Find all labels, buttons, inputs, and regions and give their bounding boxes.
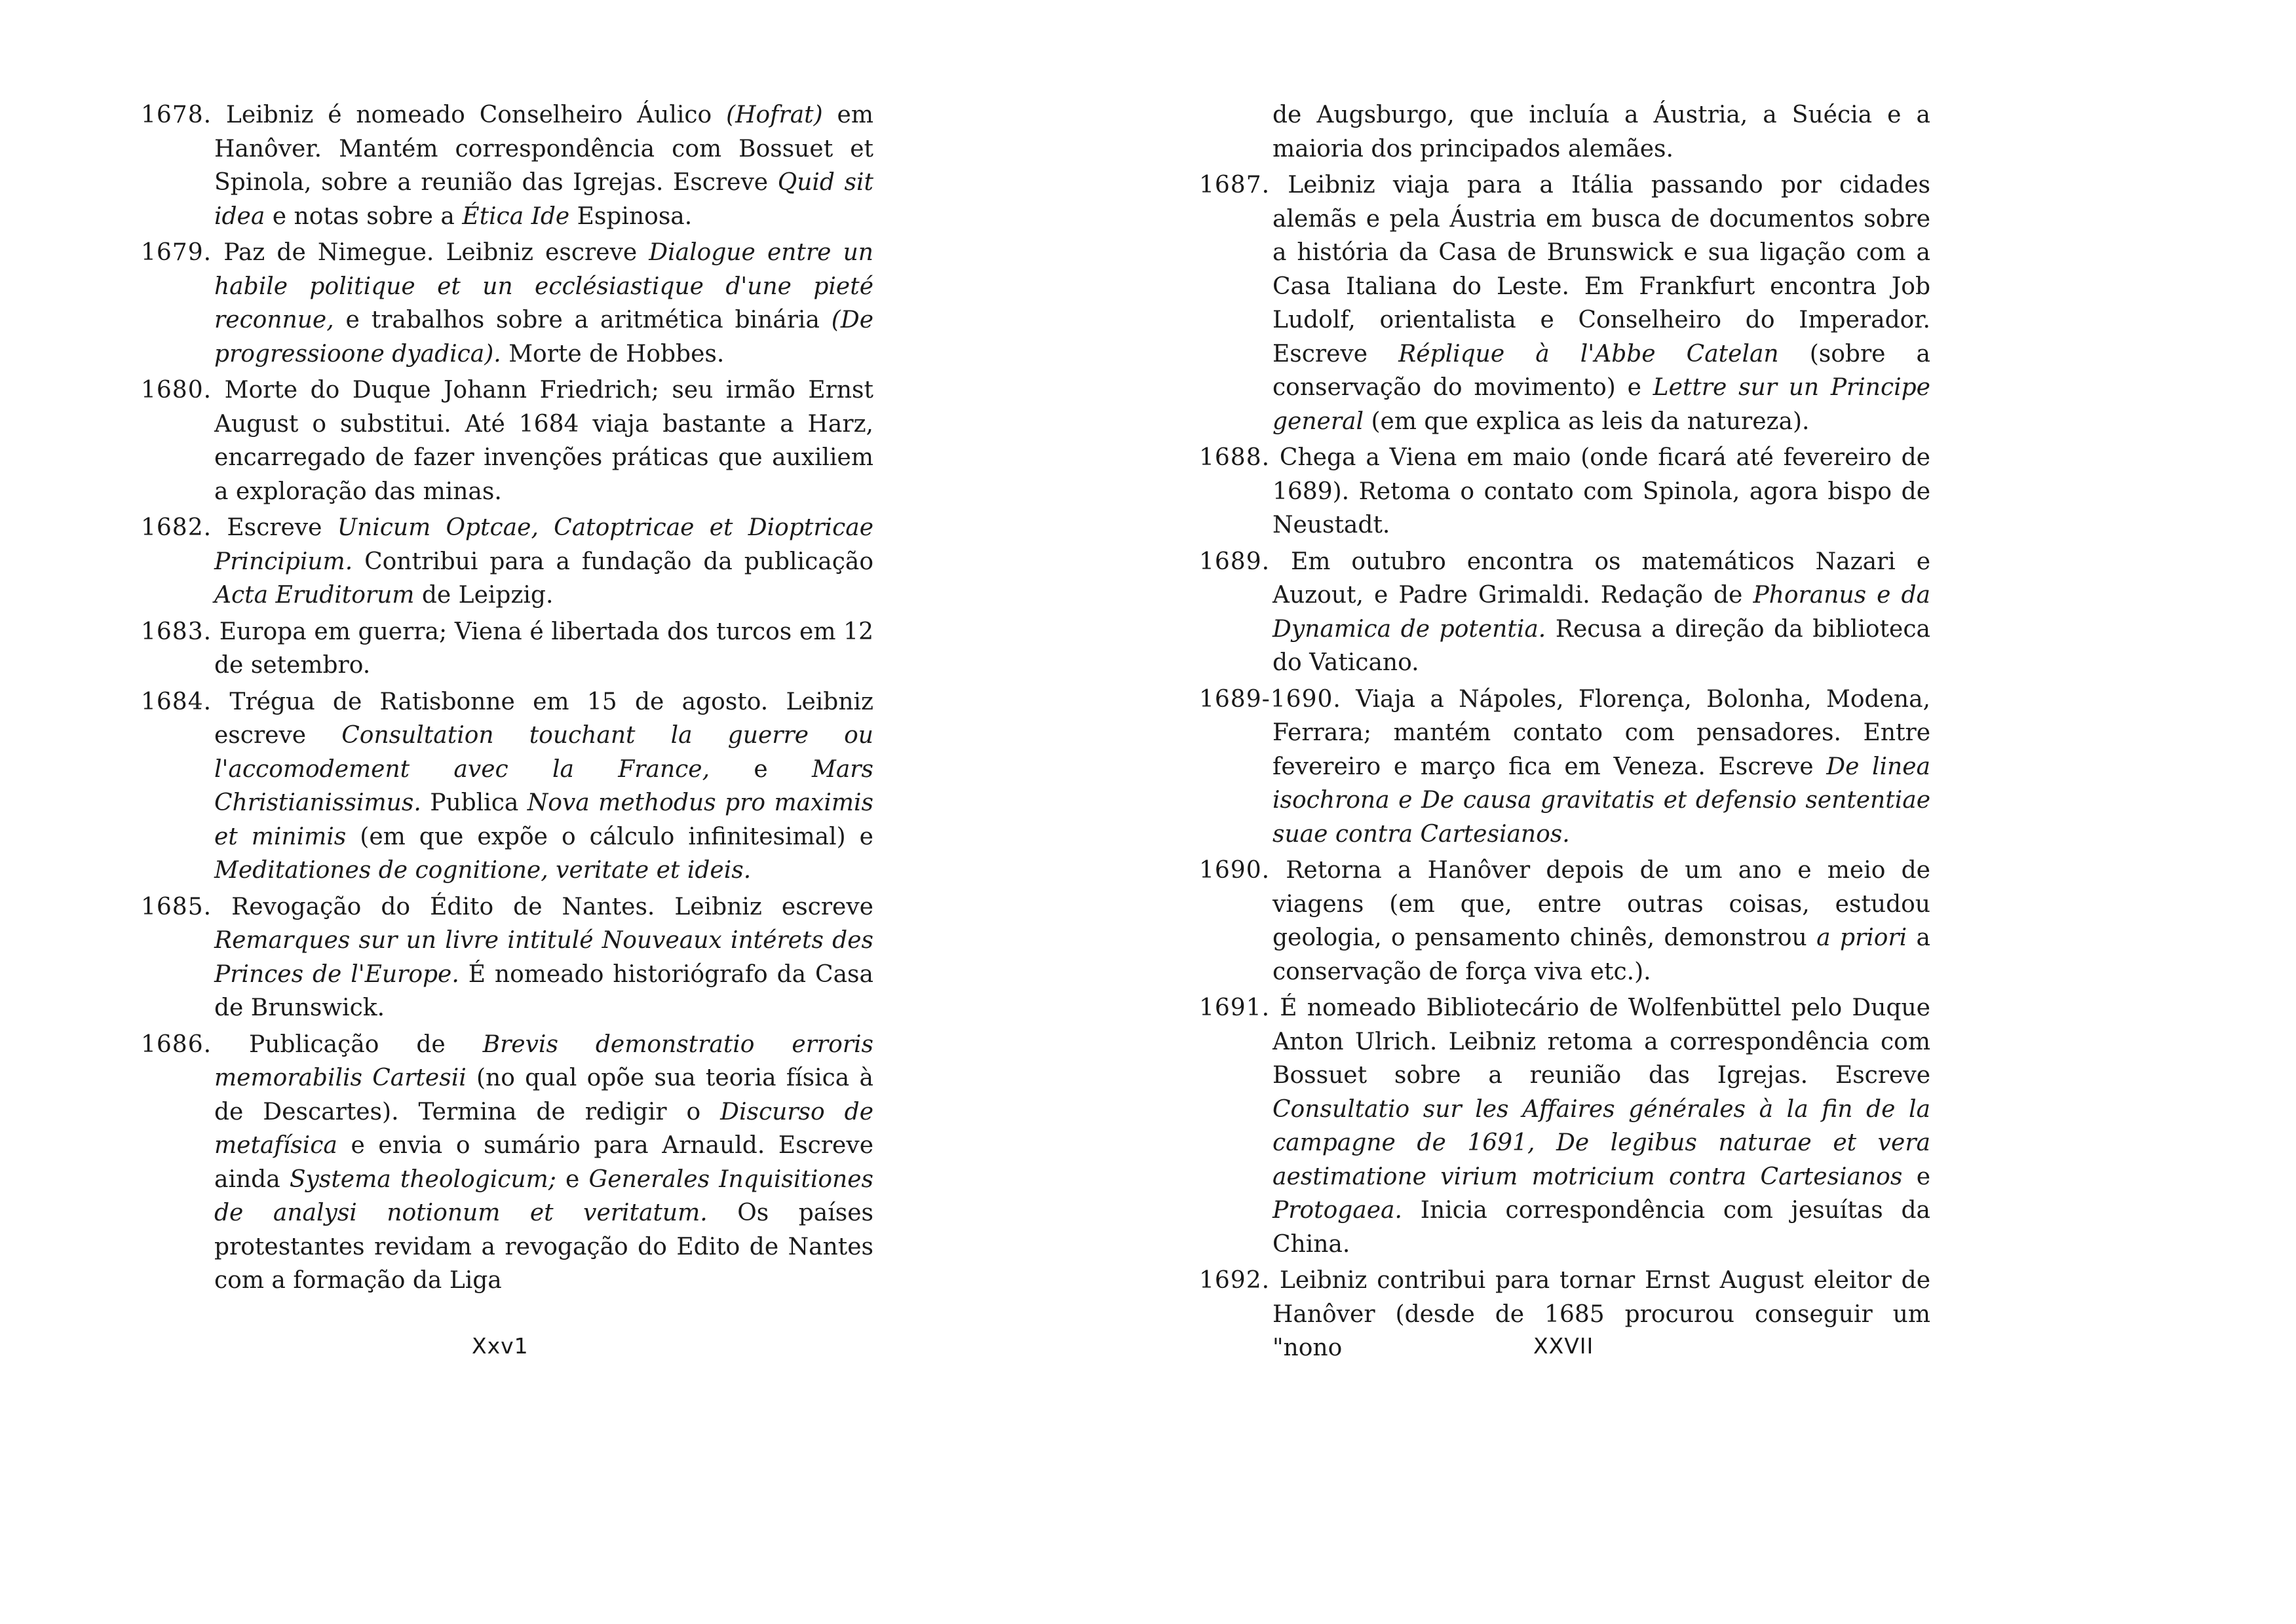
entry-text: Revogação do Édito de Nantes. Leibniz escreve bbox=[231, 893, 873, 920]
entry-text: e trabalhos sobre a aritmética binária bbox=[334, 307, 832, 333]
work-title: De linea isochrona e De causa gravitatis et defensio sententiae suae contra Cartesianos. bbox=[1272, 753, 1931, 848]
entry-text: e bbox=[1902, 1163, 1930, 1190]
entry-text: Trégua de Ratisbonne em 15 de agosto. Leibniz escreve bbox=[214, 688, 873, 749]
entry-year: 1691. bbox=[1199, 994, 1271, 1021]
entry-text: Contribui para a fundação da publicação bbox=[353, 548, 873, 575]
page-number-right: XXVII bbox=[1533, 1333, 1594, 1359]
work-title: Systema theologicum; bbox=[289, 1165, 556, 1193]
work-title: (De progressioone dyadica). bbox=[214, 307, 873, 368]
entry-text: Europa em guerra; Viena é libertada dos turcos em 12 de setembro. bbox=[214, 618, 873, 679]
work-title: Consultatio sur les Affaires générales à la fin de la campagne de 1691, De legibus naturae et vera aestimatione virium motricium contra Cartesianos bbox=[1272, 1095, 1930, 1190]
entry-text: a conservação de força viva etc.). bbox=[1272, 924, 1931, 985]
work-title: Generales Inquisitiones de analysi notionum et veritatum. bbox=[214, 1165, 873, 1226]
left-page bbox=[141, 98, 873, 1300]
chronology-entry bbox=[141, 1028, 873, 1298]
chronology-entry bbox=[1199, 991, 1930, 1261]
entry-text: (sobre a conservação do movimento) e bbox=[1272, 340, 1930, 401]
entry-text: Publicação de bbox=[249, 1030, 483, 1058]
chronology-entry bbox=[141, 615, 873, 683]
entry-text: Leibniz viaja para a Itália passando por cidades alemãs e pela Áustria em busca de documentos sobre a história da Casa de Brunswick e sua ligação com a Casa Italiana do Leste. Em Frankfurt encontra Job Ludolf, orientalista e Conselheiro do Imperador. Escreve bbox=[1272, 172, 1930, 368]
work-title: (Hofrat) bbox=[726, 102, 823, 128]
entry-text: Leibniz contribui para tornar Ernst August eleitor de Hanôver (desde de 1685 procurou conseguir um "nono bbox=[1272, 1267, 1930, 1361]
work-title: Meditationes de cognitione, veritate et ideis. bbox=[214, 857, 752, 884]
chronology-entry bbox=[141, 685, 873, 888]
entry-text: Os países protestantes revidam a revogação do Edito de Nantes com a formação da Liga bbox=[214, 1199, 873, 1294]
chronology-entry bbox=[141, 890, 873, 1025]
work-title: a priori bbox=[1816, 924, 1907, 951]
entry-text: (em que explica as leis da natureza). bbox=[1364, 407, 1810, 435]
chronology-entry bbox=[1199, 854, 1930, 989]
entry-text: e notas sobre a bbox=[265, 202, 463, 230]
entry-year: 1689. bbox=[1199, 548, 1271, 575]
work-title: Remarques sur un livre intitulé Nouveaux intérets des Princes de l'Europe. bbox=[214, 927, 873, 988]
entry-year: 1680. bbox=[141, 377, 212, 404]
work-title: Phoranus e da Dynamica de potentia. bbox=[1272, 582, 1930, 643]
chronology-entry bbox=[141, 236, 873, 371]
entry-year: 1687. bbox=[1199, 172, 1271, 198]
work-title: Nova methodus pro maximis et minimis bbox=[214, 789, 873, 850]
chronology-entry bbox=[1199, 545, 1930, 680]
entry-text: (no qual opõe sua teoria física à de Descartes). Termina de redigir o bbox=[214, 1065, 873, 1125]
entry-year: 1678. bbox=[141, 102, 212, 128]
chronology-entry bbox=[141, 98, 873, 233]
entry-text: Paz de Nimegue. Leibniz escreve bbox=[223, 239, 649, 266]
work-title: Lettre sur un Principe general bbox=[1272, 374, 1930, 435]
entry-year: 1692. bbox=[1199, 1267, 1271, 1294]
entry-text: Espinosa. bbox=[569, 202, 693, 230]
entry-text: Viaja a Nápoles, Florença, Bolonha, Modena, Ferrara; mantém contato com pensadores. Entre fevereiro e março fica em Veneza. Escreve bbox=[1272, 685, 1930, 780]
entry-text: Retorna a Hanôver depois de um ano e meio de viagens (em que, entre outras coisas, estudou geologia, o pensamento chinês, demonstrou bbox=[1272, 857, 1930, 951]
chronology-entry bbox=[1199, 441, 1930, 542]
entry-text: (em que expõe o cálculo infinitesimal) e bbox=[346, 823, 873, 850]
work-title: Brevis demonstratio erroris memorabilis Cartesii bbox=[214, 1030, 873, 1091]
continuation-paragraph: de Augsburgo, que incluía a Áustria, a Suécia e a maioria dos principados alemães. bbox=[1272, 102, 1930, 162]
entry-year: 1682. bbox=[141, 514, 212, 541]
entry-text: e bbox=[556, 1165, 589, 1193]
entry-year: 1686. bbox=[141, 1030, 212, 1058]
entry-text: Escreve bbox=[227, 514, 337, 541]
work-title: Acta Eruditorum bbox=[214, 582, 415, 609]
entry-text: em Hanôver. Mantém correspondência com Bossuet et Spinola, sobre a reunião das Igrejas. Escreve bbox=[214, 102, 873, 196]
entry-text: Leibniz é nomeado Conselheiro Áulico bbox=[225, 102, 727, 128]
entry-text: de Leipzig. bbox=[414, 582, 554, 609]
entry-year: 1683. bbox=[141, 618, 212, 645]
entry-year: 1685. bbox=[141, 893, 212, 920]
page-number-left: Xxv1 bbox=[472, 1333, 529, 1359]
work-title: Mars Christianissimus. bbox=[214, 755, 873, 816]
work-title: Protogaea. bbox=[1272, 1197, 1402, 1224]
entry-text: É nomeado historiógrafo da Casa de Brunswick. bbox=[214, 960, 873, 1021]
work-title: Quid sit idea bbox=[214, 169, 874, 230]
entry-text: Em outubro encontra os matemáticos Nazari e Auzout, e Padre Grimaldi. Redação de bbox=[1272, 548, 1930, 609]
work-title: Réplique à l'Abbe Catelan bbox=[1398, 340, 1779, 368]
entry-year: 1684. bbox=[141, 688, 212, 715]
entry-text: Publica bbox=[421, 789, 527, 816]
chronology-entry bbox=[1199, 683, 1930, 852]
chronology-entry bbox=[141, 511, 873, 613]
right-page bbox=[1199, 98, 1930, 1368]
entry-text: Morte de Hobbes. bbox=[501, 340, 725, 368]
work-title: Ética Ide bbox=[462, 202, 570, 230]
work-title: Unicum Optcae, Catoptricae et Dioptricae Principium. bbox=[214, 514, 873, 575]
chronology-entry bbox=[141, 373, 873, 508]
entry-text: Inicia correspondência com jesuítas da China. bbox=[1272, 1197, 1930, 1258]
work-title: Dialogue entre un habile politique et un ecclésiastique d'une pieté reconnue, bbox=[214, 239, 873, 333]
entry-year: 1679. bbox=[141, 239, 212, 266]
entry-year: 1689-1690. bbox=[1199, 685, 1341, 713]
entry-text: É nomeado Bibliotecário de Wolfenbüttel pelo Duque Anton Ulrich. Leibniz retoma a correspondência com Bossuet sobre a reunião das Igrejas. Escreve bbox=[1272, 994, 1930, 1089]
work-title: Consultation touchant la guerre ou l'accomodement avec la France, bbox=[214, 722, 873, 783]
entry-text: Morte do Duque Johann Friedrich; seu irmão Ernst August o substitui. Até 1684 viaja bastante a Harz, encarregado de fazer invenções práticas que auxiliem a exploração das minas. bbox=[214, 377, 873, 505]
entry-text: e envia o sumário para Arnauld. Escreve ainda bbox=[214, 1132, 873, 1193]
entry-year: 1688. bbox=[1199, 444, 1271, 471]
entry-text: e bbox=[710, 755, 812, 783]
entry-year: 1690. bbox=[1199, 857, 1271, 884]
entry-text: Chega a Viena em maio (onde ficará até fevereiro de 1689). Retoma o contato com Spinola, agora bispo de Neustadt. bbox=[1272, 444, 1930, 538]
entry-text: Recusa a direção da biblioteca do Vaticano. bbox=[1272, 615, 1930, 676]
work-title: Discurso de metafísica bbox=[214, 1098, 873, 1159]
chronology-entry bbox=[1199, 168, 1930, 438]
